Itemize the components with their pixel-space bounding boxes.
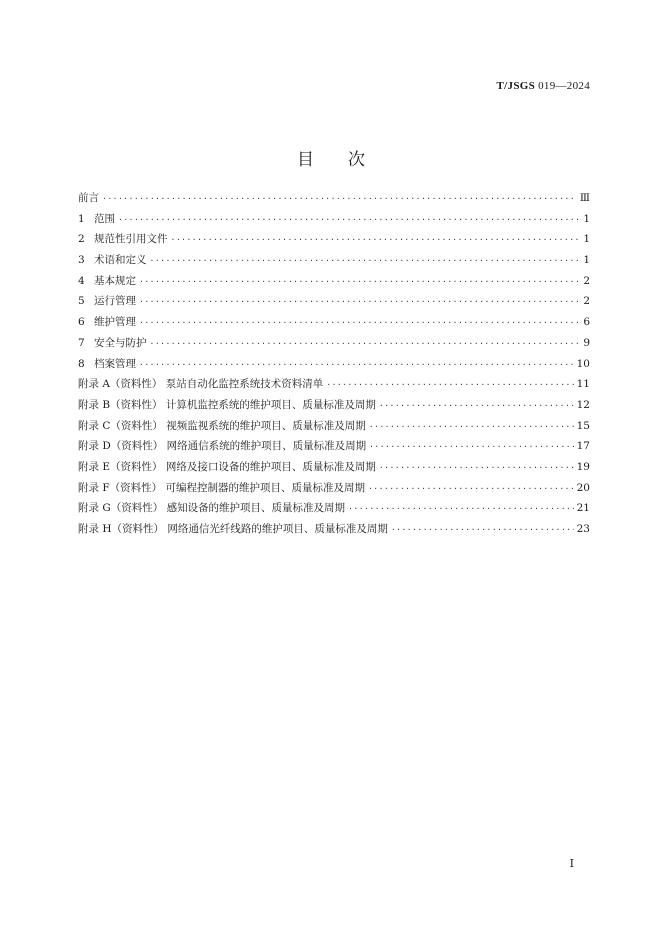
- toc-entry-appendix-f[interactable]: [78, 478, 590, 499]
- toc-entry-page: 12: [576, 398, 590, 411]
- toc-entry-appendix-d[interactable]: [78, 436, 590, 457]
- dot-leader: [379, 458, 574, 479]
- dot-leader: [348, 499, 574, 520]
- toc-entry-label: 附录 D（资料性） 网络通信系统的维护项目、质量标准及周期: [78, 440, 367, 453]
- toc-entry-2[interactable]: [78, 229, 590, 250]
- toc-entry-label: 基本规定: [94, 274, 136, 287]
- toc-entry-page: 10: [576, 357, 590, 370]
- toc-entry-preface[interactable]: [78, 188, 590, 209]
- toc-entry-label: 附录 H（资料性） 网络通信光纤线路的维护项目、质量标准及周期: [78, 523, 388, 535]
- toc-entry-page: Ⅲ: [579, 192, 590, 204]
- dot-leader: [139, 272, 579, 293]
- dot-leader: [139, 355, 574, 376]
- toc-entry-page: 19: [576, 460, 590, 473]
- toc-entry-number: 5: [78, 295, 85, 308]
- toc-entry-label: 维护管理: [94, 316, 136, 329]
- table-of-contents: [78, 188, 590, 540]
- dot-leader: [368, 479, 574, 500]
- dot-leader: [326, 375, 573, 396]
- toc-entry-label: 附录 B（资料性） 计算机监控系统的维护项目、质量标准及周期: [78, 398, 376, 411]
- toc-entry-number: 1: [78, 212, 85, 225]
- toc-entry-label: 术语和定义: [94, 254, 147, 267]
- toc-entry-appendix-a[interactable]: [78, 374, 590, 395]
- toc-entry-number: 7: [78, 336, 85, 349]
- standard-prefix: T/JSGS: [496, 80, 536, 92]
- toc-entry-number: 3: [78, 254, 85, 267]
- dot-leader: [171, 230, 580, 251]
- page-number: I: [569, 857, 574, 870]
- toc-entry-page: 11: [576, 378, 590, 391]
- toc-entry-label: 范围: [94, 212, 115, 225]
- toc-entry-appendix-c[interactable]: [78, 416, 590, 437]
- toc-entry-number: 8: [78, 357, 85, 370]
- toc-entry-label: 前言: [78, 192, 99, 204]
- toc-entry-label: 附录 C（资料性） 视频监视系统的维护项目、质量标准及周期: [78, 419, 366, 432]
- toc-entry-page: 1: [583, 233, 590, 246]
- toc-entry-label: 附录 A（资料性） 泵站自动化监控系统技术资料清单: [78, 378, 324, 391]
- toc-entry-page: 21: [576, 502, 590, 515]
- toc-entry-label: 附录 G（资料性） 感知设备的维护项目、质量标准及周期: [78, 502, 346, 515]
- toc-entry-page: 20: [576, 481, 590, 494]
- toc-entry-appendix-b[interactable]: [78, 395, 590, 416]
- toc-entry-5[interactable]: [78, 291, 590, 312]
- standard-number: 019—2024: [535, 80, 590, 92]
- dot-leader: [102, 189, 577, 210]
- toc-entry-page: 1: [583, 254, 590, 267]
- toc-entry-number: 2: [78, 233, 85, 246]
- toc-entry-8[interactable]: [78, 354, 590, 375]
- dot-leader: [150, 251, 580, 272]
- dot-leader: [369, 437, 574, 458]
- dot-leader: [118, 210, 579, 231]
- toc-entry-appendix-g[interactable]: [78, 498, 590, 519]
- toc-entry-appendix-e[interactable]: [78, 457, 590, 478]
- toc-entry-page: 17: [576, 440, 590, 453]
- dot-leader: [369, 417, 574, 438]
- dot-leader: [391, 520, 574, 541]
- toc-entry-label: 附录 E（资料性） 网络及接口设备的维护项目、质量标准及周期: [78, 460, 376, 473]
- toc-entry-4[interactable]: [78, 271, 590, 292]
- toc-entry-page: 23: [576, 523, 590, 535]
- toc-entry-number: 4: [78, 274, 85, 287]
- toc-entry-appendix-h[interactable]: [78, 519, 590, 540]
- dot-leader: [139, 313, 579, 334]
- toc-entry-1[interactable]: [78, 209, 590, 230]
- standard-code-header: [497, 80, 590, 92]
- toc-entry-label: 附录 F（资料性） 可编程控制器的维护项目、质量标准及周期: [78, 481, 365, 494]
- dot-leader: [379, 396, 574, 417]
- toc-entry-label: 规范性引用文件: [94, 233, 168, 246]
- toc-entry-7[interactable]: [78, 333, 590, 354]
- toc-entry-label: 运行管理: [94, 295, 136, 308]
- toc-entry-page: 9: [583, 336, 590, 349]
- toc-entry-label: 安全与防护: [94, 336, 147, 349]
- toc-entry-6[interactable]: [78, 312, 590, 333]
- toc-entry-number: 6: [78, 316, 85, 329]
- toc-entry-page: 2: [583, 274, 590, 287]
- page-title: 目次: [297, 150, 399, 171]
- toc-entry-page: 15: [576, 419, 590, 432]
- toc-entry-label: 档案管理: [94, 357, 136, 370]
- toc-entry-page: 2: [583, 295, 590, 308]
- toc-entry-page: 6: [583, 316, 590, 329]
- toc-entry-page: 1: [583, 212, 590, 225]
- dot-leader: [139, 292, 579, 313]
- toc-entry-3[interactable]: [78, 250, 590, 271]
- dot-leader: [150, 334, 580, 355]
